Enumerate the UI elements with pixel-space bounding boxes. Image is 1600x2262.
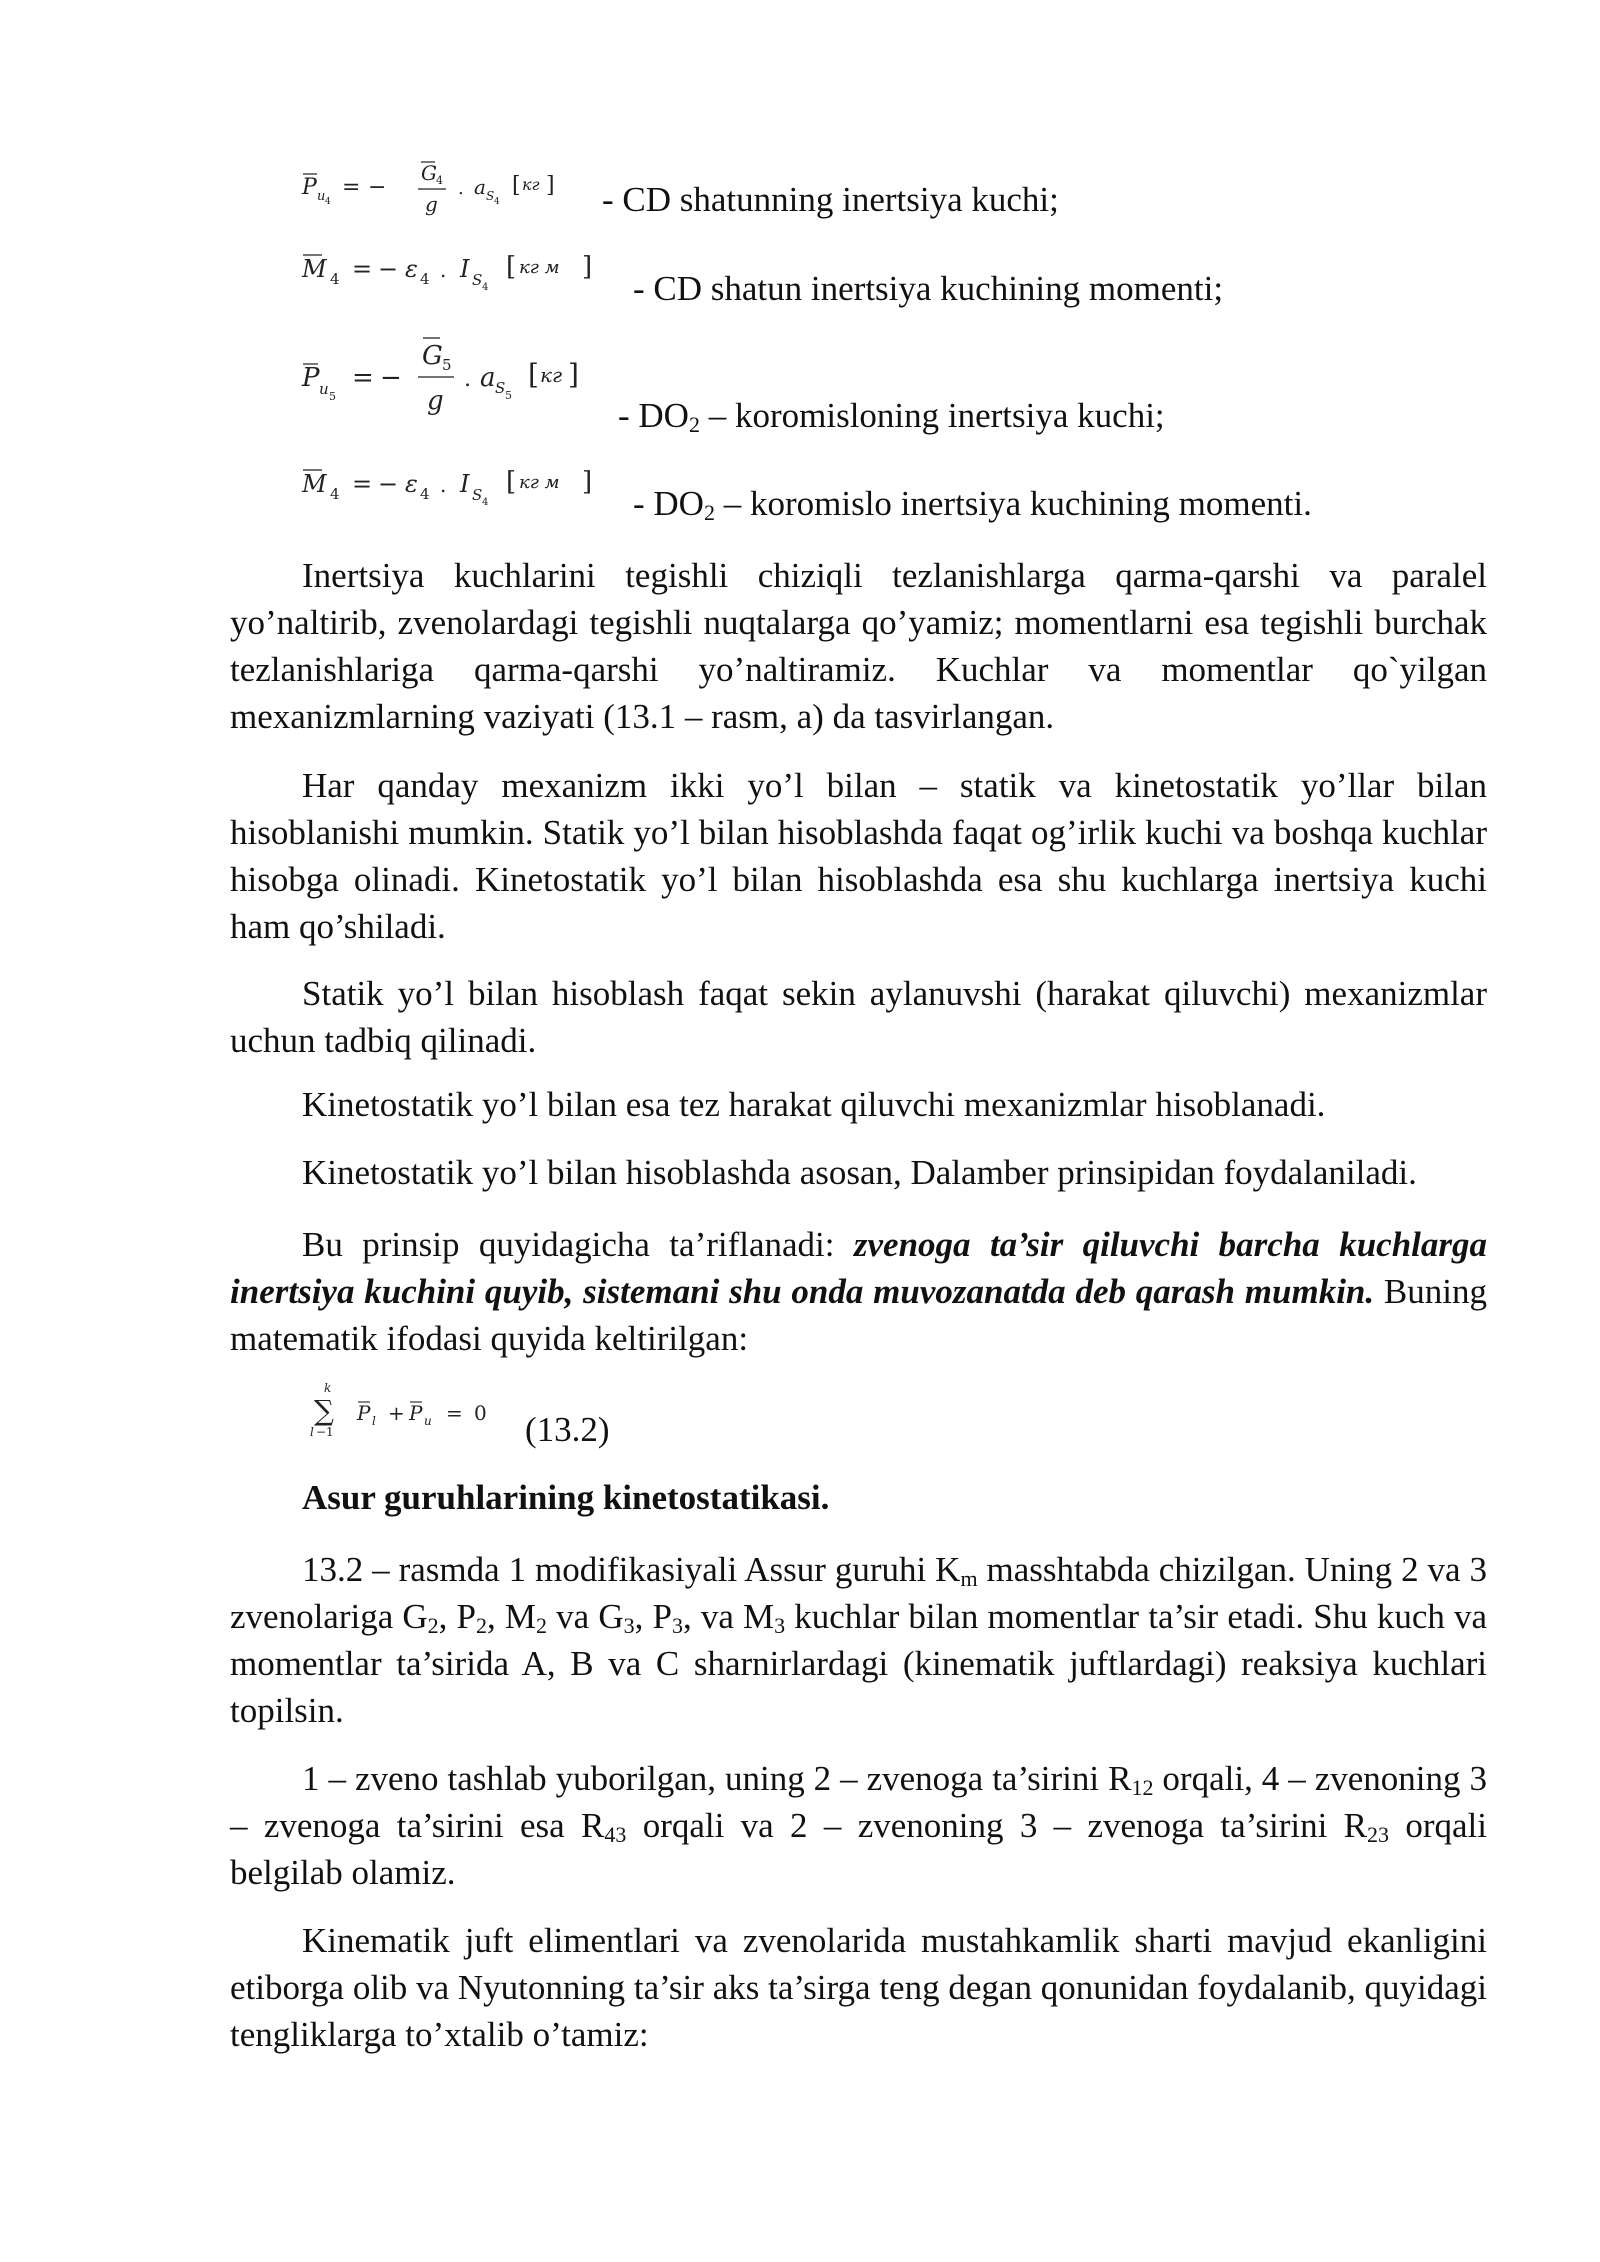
paragraph-dalamber-principle: Kinetostatik yo’l bilan hisoblashda asosan, Dalamber prinsipidan foydalaniladi. [302,1153,1417,1192]
formula-inertia-moment-cd [300,245,1224,325]
svg-text:=: = [342,175,361,200]
svg-text:4: 4 [325,197,331,207]
svg-text:g: g [427,386,444,416]
equation-sum-expression [300,1378,520,1458]
svg-text:.: . [464,367,471,392]
svg-text:P: P [302,175,317,200]
svg-text:−: − [368,175,387,200]
svg-text:=: = [352,255,373,283]
paragraph-kinematic-pair: Kinematik juft elimentlari va zvenolarida mustahkamlik sharti mavjud ekanligini etiborga olib va Nyutonning ta’sir aks ta’sirga teng degan qonunidan foydalanib, quyidagi tengliklarga to’xtalib o’tamiz: [230,1921,1487,2054]
formula-expression [300,460,640,520]
svg-text:P: P [409,1401,423,1425]
svg-text:I: I [460,470,470,498]
svg-text:5: 5 [329,390,336,403]
svg-text:u: u [317,189,326,204]
paragraph-principle-definition: Bu prinsip quyidagicha ta’riflanadi: zvenoga ta’sir qiluvchi barcha kuchlarga inertsiya kuchini quyib, sistemani shu onda muvozanatda deb qarash mumkin. Buning matematik ifodasi quyida keltirilgan: [230,1225,1487,1358]
formula-description: - $DO_2$ – koromislo inertsiya kuchining momenti. [633,484,1312,525]
formula-description: - CD shatunning inertsiya kuchi; [602,180,1059,219]
svg-text:4: 4 [482,282,489,293]
svg-text:G: G [422,341,443,371]
svg-text:S: S [472,271,483,289]
paragraph-static-method: Statik yo’l bilan hisoblash faqat sekin aylanuvshi (harakat qiluvchi) mexanizmlar uchun tadbiq qilinadi. [230,974,1487,1060]
svg-text:[: [ [506,467,517,497]
svg-text:4: 4 [420,270,430,288]
formula-expression [300,160,620,230]
unit-label: кг м [519,472,560,493]
svg-text:−: − [378,470,399,498]
formula-inertia-force-cd [300,160,1100,240]
svg-text:+: + [388,1401,405,1425]
equation-number: (13.2) [525,1410,610,1449]
formula-expression [300,330,620,430]
svg-text:M: M [302,255,327,283]
svg-text:]: ] [546,173,555,198]
principle-statement: zvenoga ta’sir qiluvchi barcha kuchlarga inertsiya kuchini quyib, sistemani shu onda muvozanatda deb qarash mumkin. [230,1225,1487,1311]
unit-label: кг [522,175,540,194]
svg-text:4: 4 [494,197,500,207]
svg-text:4: 4 [482,497,489,508]
formula-inertia-moment-do2 [300,460,1312,540]
svg-text:u: u [424,1414,432,1428]
svg-text:I: I [460,255,470,283]
formula-description: - $DO_2$ – koromisloning inertsiya kuchi; [618,396,1165,437]
svg-text:ε: ε [405,255,418,283]
svg-text:4: 4 [420,485,430,503]
svg-text:−: − [316,1425,327,1439]
svg-text:−: − [378,255,399,283]
svg-text:4: 4 [330,270,340,288]
svg-text:S: S [495,379,506,397]
svg-text:∑: ∑ [314,1394,334,1427]
svg-text:=: = [352,363,374,393]
formula-inertia-force-do2 [300,330,1200,440]
svg-text:a: a [480,363,496,393]
svg-text:a: a [474,175,486,199]
paragraph-kinetostatic-method: Kinetostatik yo’l bilan esa tez harakat qiluvchi mexanizmlar hisoblanadi. [302,1085,1326,1124]
svg-text:.: . [440,473,447,497]
svg-text:u: u [319,380,329,398]
svg-text:]: ] [582,467,593,497]
svg-text:]: ] [568,358,579,391]
svg-text:5: 5 [505,389,512,402]
svg-text:.: . [458,178,464,199]
svg-text:[: [ [528,358,539,391]
svg-text:4: 4 [330,485,340,503]
svg-text:.: . [440,258,447,282]
svg-text:ε: ε [405,470,418,498]
svg-text:1: 1 [326,1425,334,1439]
svg-text:5: 5 [442,356,452,374]
formula-description: - CD shatun inertsiya kuchining momenti; [633,269,1224,308]
unit-label: кг [540,363,563,387]
unit-label: кг м [519,257,560,278]
svg-text:=: = [352,470,373,498]
paragraph-assur-group: 13.2 – rasmda 1 modifikasiyali Assur guruhi $K_m$ masshtabda chizilgan. Uning 2 va 3 zvenolariga $G_2$, $P_2$, $M_2$ va $G_3$, $P_3$, va $M_3$ kuchlar bilan momentlar ta’sir etadi. Shu kuch va momentlar ta’sirida A, B va C sharnirlardagi (kinematik juftlardagi) reaksiya kuchlari topilsin. [230,1550,1488,1730]
formula-expression [300,245,640,305]
svg-text:S: S [472,486,483,504]
svg-text:P: P [302,363,320,393]
equation-13-2 [300,1378,900,1458]
svg-text:l: l [310,1425,314,1439]
paragraph-inertia-direction: Inertsiya kuchlarini tegishli chiziqli tezlanishlarga qarma-qarshi va paralel yo’naltirib, zvenolardagi tegishli nuqtalarga qo’yamiz; momentlarni esa tegishli burchak tezlanishlariga qarma-qarshi yo’naltiramiz. Kuchlar va momentlar qo`yilgan mexanizmlarning vaziyati (13.1 – rasm, a) da tasvirlangan. [230,556,1487,736]
section-heading: Asur guruhlarining kinetostatikasi. [302,1478,830,1517]
svg-text:=: = [446,1401,463,1425]
svg-text:]: ] [582,252,593,282]
paragraph-calculation-methods: Har qanday mexanizm ikki yo’l bilan – statik va kinetostatik yo’llar bilan hisoblanishi mumkin. Statik yo’l bilan hisoblashda faqat og’irlik kuchi va boshqa kuchlar hisobga olinadi. Kinetostatik yo’l bilan hisoblashda esa shu kuchlarga inertsiya kuchi ham qo’shiladi. [230,766,1487,946]
svg-text:l: l [372,1414,376,1428]
svg-text:[: [ [506,252,517,282]
svg-text:P: P [357,1401,371,1425]
paragraph-reaction-forces: 1 – zveno tashlab yuborilgan, uning 2 – zvenoga ta’sirini $R_{12}$ orqali, 4 – zvenoning 3 – zvenoga ta’sirini esa $R_{43}$ orqali va 2 – zvenoning 3 – zvenoga ta’sirini $R_{23}$ orqali belgilab olamiz. [230,1759,1488,1892]
svg-text:k: k [324,1381,332,1395]
svg-text:M: M [302,470,327,498]
svg-text:S: S [486,189,495,203]
svg-text:0: 0 [474,1401,487,1425]
svg-text:G: G [421,161,437,185]
svg-text:[: [ [512,173,521,198]
svg-text:−: − [380,363,402,393]
svg-text:g: g [425,192,438,216]
svg-text:4: 4 [436,174,443,187]
